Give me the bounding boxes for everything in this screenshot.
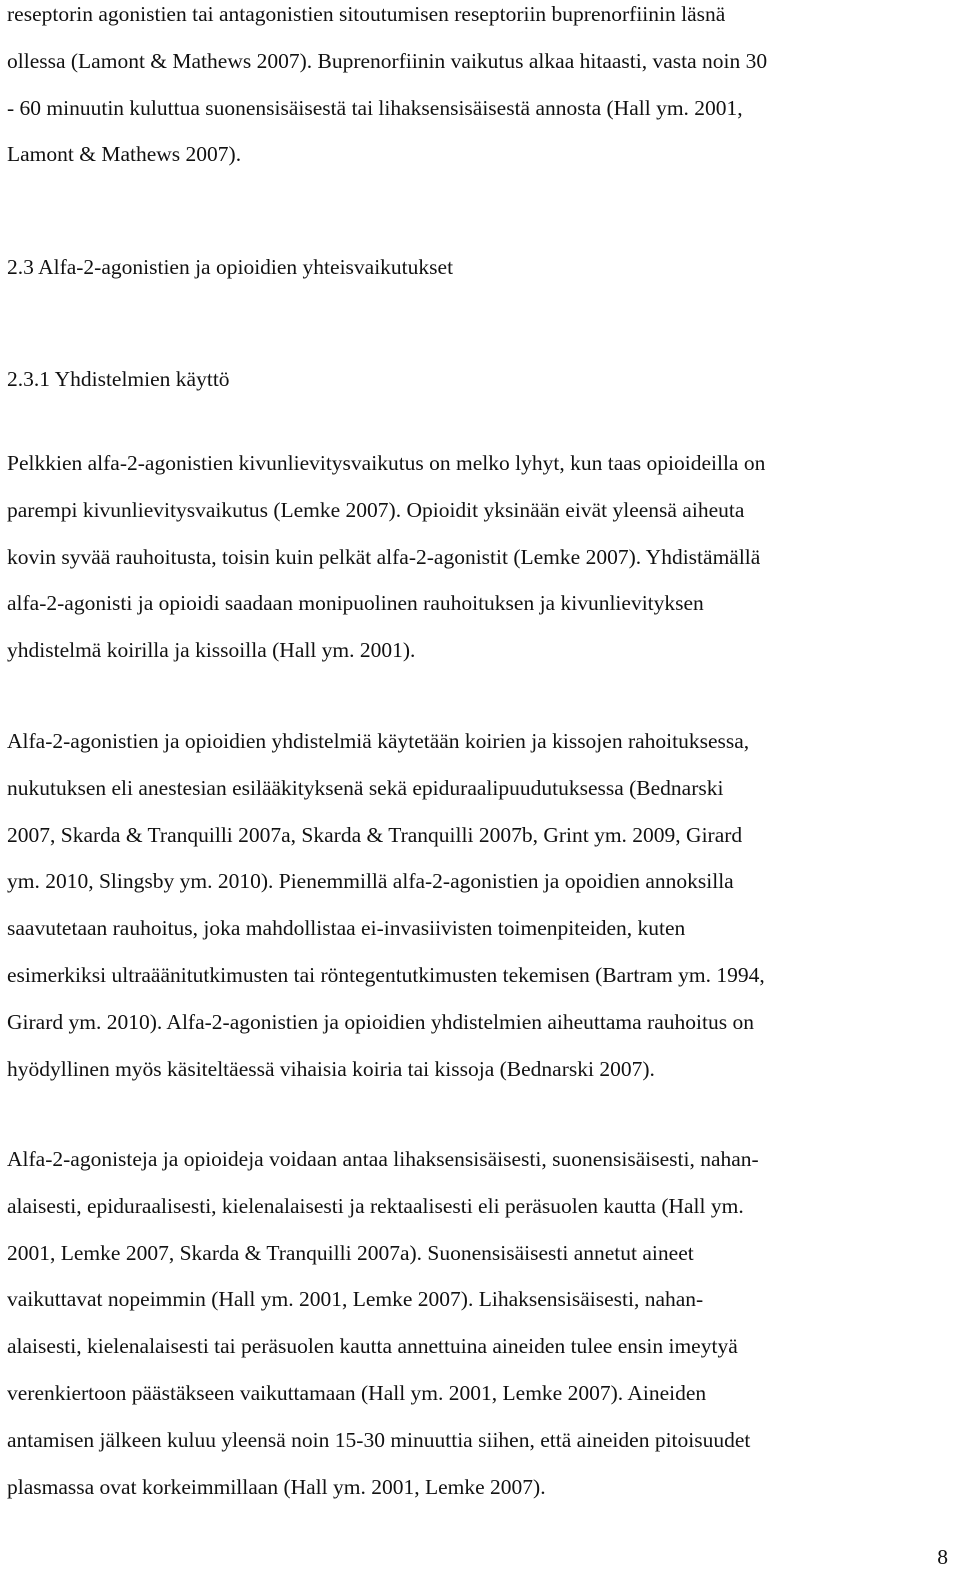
- paragraph-3: [7, 1136, 947, 1510]
- text-line: ollessa (Lamont & Mathews 2007). Buprenorfiinin vaikutus alkaa hitaasti, vasta noin 30: [7, 48, 768, 73]
- page-number: 8: [937, 1545, 948, 1569]
- text-line: alaisesti, epiduraalisesti, kielenalaisesti ja rektaalisesti eli peräsuolen kautta (Hall ym.: [7, 1193, 744, 1218]
- text-line: Pelkkien alfa-2-agonistien kivunlievitysvaikutus on melko lyhyt, kun taas opioideilla on: [7, 451, 766, 475]
- text-line: Alfa-2-agonistien ja opioidien yhdistelmiä käytetään koirien ja kissojen rahoituksessa,: [7, 729, 750, 753]
- text-line: 2001, Lemke 2007, Skarda & Tranquilli 2007a). Suonensisäisesti annetut aineet: [7, 1240, 694, 1265]
- subsection-heading: 2.3.1 Yhdistelmien käyttö: [7, 367, 230, 391]
- text-line: reseptorin agonistien tai antagonistien sitoutumisen reseptoriin buprenorfiinin läsnä: [7, 2, 726, 26]
- paragraph-2: [7, 718, 947, 1092]
- text-line: verenkiertoon päästäkseen vaikuttamaan (Hall ym. 2001, Lemke 2007). Aineiden: [7, 1380, 707, 1405]
- text-line: alfa-2-agonisti ja opioidi saadaan monipuolinen rauhoituksen ja kivunlievityksen: [7, 591, 704, 616]
- text-line: Girard ym. 2010). Alfa-2-agonistien ja opioidien yhdistelmien aiheuttama rauhoitus on: [7, 1009, 754, 1034]
- text-line: kovin syvää rauhoitusta, toisin kuin pelkät alfa-2-agonistit (Lemke 2007). Yhdistämällä: [7, 544, 761, 569]
- text-line: saavutetaan rauhoitus, joka mahdollistaa ei-invasiivisten toimenpiteiden, kuten: [7, 916, 686, 941]
- text-line: antamisen jälkeen kuluu yleensä noin 15-30 minuuttia siihen, että aineiden pitoisuudet: [7, 1427, 751, 1452]
- section-heading-block: [7, 244, 947, 291]
- text-line: plasmassa ovat korkeimmillaan (Hall ym. 2001, Lemke 2007).: [7, 1474, 546, 1499]
- text-line: vaikuttavat nopeimmin (Hall ym. 2001, Lemke 2007). Lihaksensisäisesti, nahan-: [7, 1287, 704, 1312]
- text-line: hyödyllinen myös käsiteltäessä vihaisia koiria tai kissoja (Bednarski 2007).: [7, 1056, 655, 1081]
- text-line: yhdistelmä koirilla ja kissoilla (Hall ym. 2001).: [7, 638, 416, 663]
- text-line: esimerkiksi ultraäänitutkimusten tai röntegentutkimusten tekemisen (Bartram ym. 1994,: [7, 962, 765, 987]
- intro-paragraph: [7, 0, 947, 178]
- text-line: nukutuksen eli anestesian esilääkityksenä sekä epiduraalipuudutuksessa (Bednarski: [7, 775, 724, 800]
- subsection-heading-block: [7, 356, 947, 403]
- text-line: - 60 minuutin kuluttua suonensisäisestä tai lihaksensisäisestä annosta (Hall ym. 2001,: [7, 95, 743, 120]
- section-heading: 2.3 Alfa-2-agonistien ja opioidien yhteisvaikutukset: [7, 255, 454, 279]
- text-line: Alfa-2-agonisteja ja opioideja voidaan antaa lihaksensisäisesti, suonensisäisesti, nahan-: [7, 1147, 759, 1171]
- text-line: parempi kivunlievitysvaikutus (Lemke 2007). Opioidit yksinään eivät yleensä aiheuta: [7, 497, 745, 522]
- text-line: Lamont & Mathews 2007).: [7, 142, 242, 167]
- text-line: 2007, Skarda & Tranquilli 2007a, Skarda & Tranquilli 2007b, Grint ym. 2009, Girard: [7, 822, 743, 847]
- paragraph-1: [7, 440, 947, 674]
- text-line: alaisesti, kielenalaisesti tai peräsuolen kautta annettuina aineiden tulee ensin imeytyä: [7, 1334, 738, 1359]
- text-line: ym. 2010, Slingsby ym. 2010). Pienemmillä alfa-2-agonistien ja opoidien annoksilla: [7, 869, 734, 894]
